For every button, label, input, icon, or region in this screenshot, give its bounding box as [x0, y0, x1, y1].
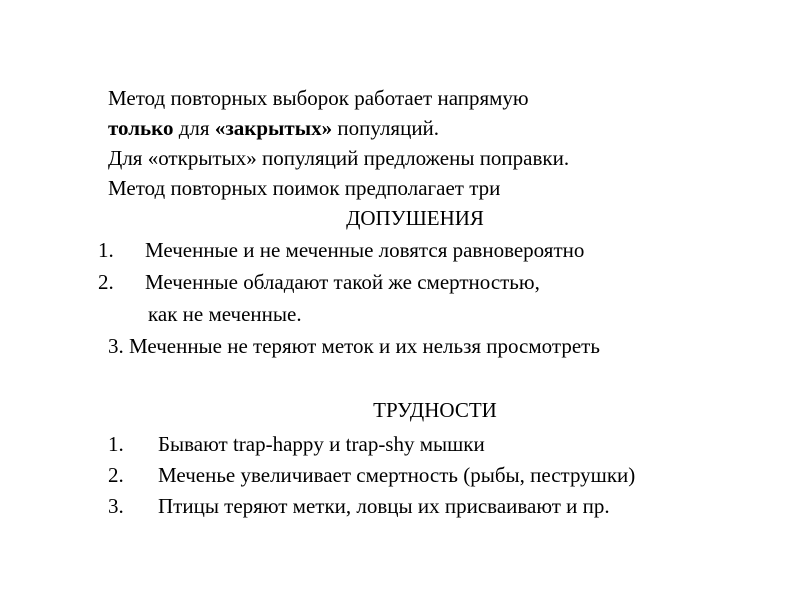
difficulty-1-marker: 1.	[108, 432, 124, 456]
assumption-3	[108, 332, 600, 360]
intro-line-2	[108, 114, 439, 142]
assumption-3-marker: 3.	[108, 334, 124, 358]
intro-line-4: Метод повторных поимок предполагает три	[108, 176, 501, 200]
difficulty-2-text: Меченье увеличивает смертность (рыбы, пеструшки)	[158, 463, 636, 487]
assumption-3-text: Меченные не теряют меток и их нельзя просмотреть	[129, 334, 600, 358]
difficulty-3-text: Птицы теряют метки, ловцы их присваивают и пр.	[158, 494, 610, 518]
intro-emphasis-only: только	[108, 116, 174, 140]
assumption-1-text: Меченные и не меченные ловятся равновероятно	[145, 238, 585, 262]
assumption-2-continuation: как не меченные.	[148, 302, 302, 326]
difficulty-2-marker: 2.	[108, 463, 124, 487]
assumption-2-text: Меченные обладают такой же смертностью,	[145, 270, 540, 294]
difficulties-heading: ТРУДНОСТИ	[373, 398, 497, 422]
assumption-2-marker: 2.	[98, 270, 114, 294]
intro-line-2-mid: для	[173, 116, 215, 140]
intro-line-1: Метод повторных выборок работает напрямую	[108, 86, 529, 110]
assumptions-heading: ДОПУШЕНИЯ	[346, 206, 484, 230]
difficulty-3-marker: 3.	[108, 494, 124, 518]
difficulty-1-text: Бывают trap-happy и trap-shy мышки	[158, 432, 485, 456]
intro-line-2-end: популяций.	[332, 116, 440, 140]
assumption-1-marker: 1.	[98, 238, 114, 262]
intro-emphasis-closed: «закрытых»	[214, 116, 333, 140]
intro-line-3: Для «открытых» популяций предложены поправки.	[108, 146, 570, 170]
